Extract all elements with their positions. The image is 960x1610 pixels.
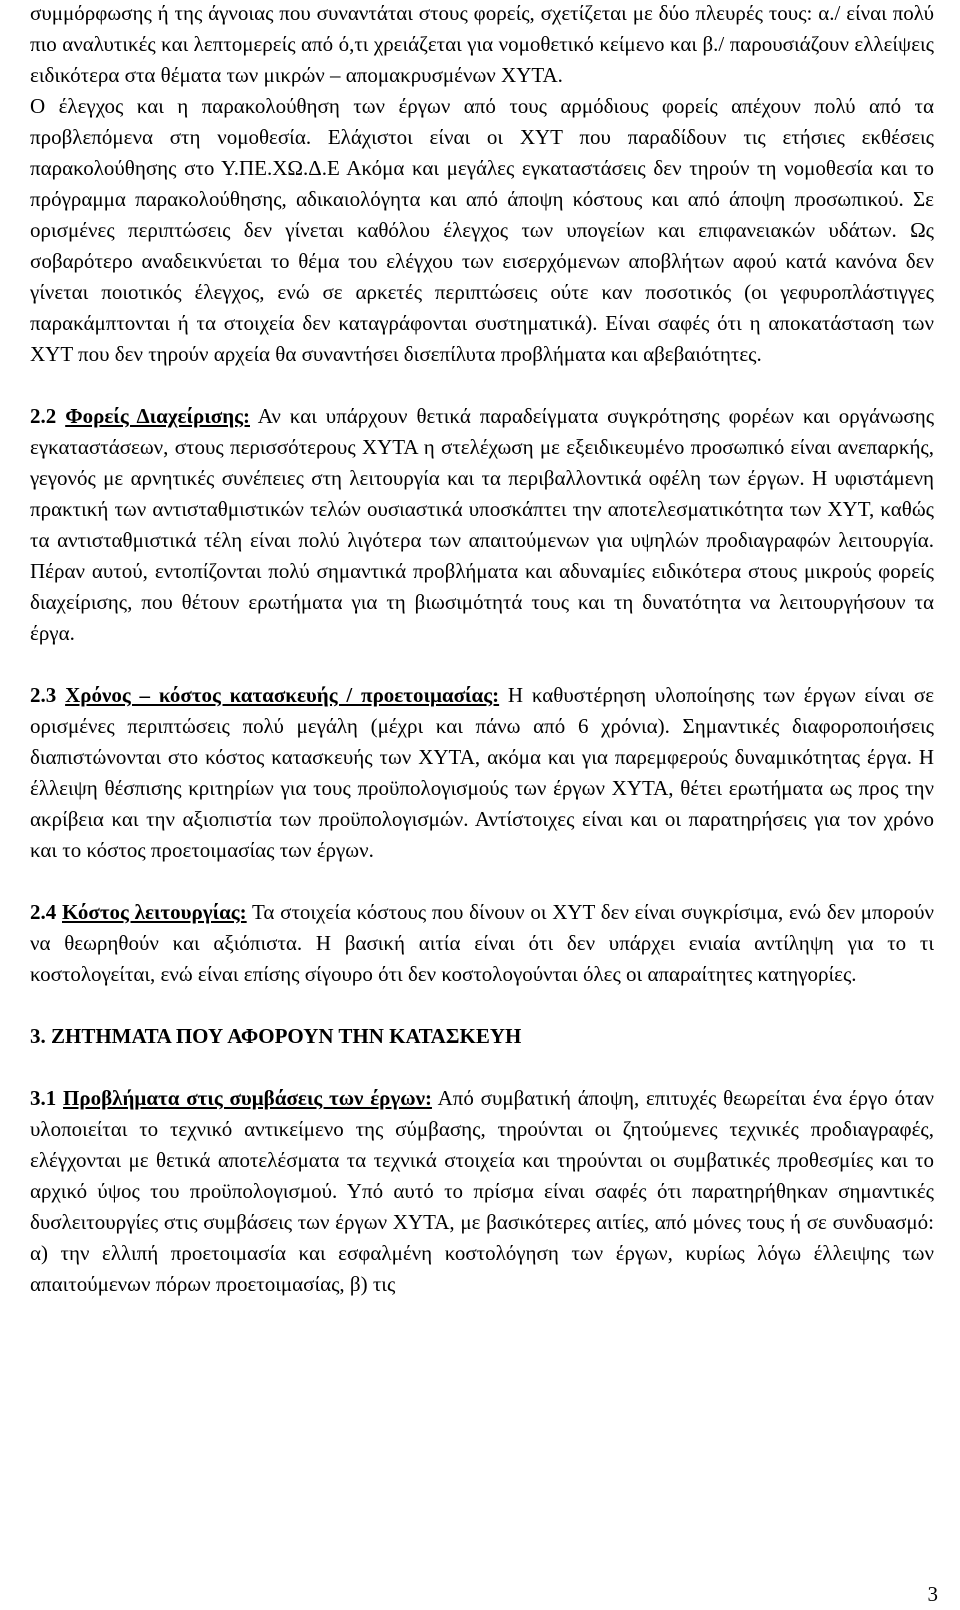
section-number: 2.4 — [30, 900, 57, 924]
section-2-3 — [30, 680, 934, 866]
spacer — [30, 370, 934, 401]
section-3-heading: 3. ΖΗΤΗΜΑΤΑ ΠΟΥ ΑΦΟΡΟΥΝ ΤΗΝ ΚΑΤΑΣΚΕΥΗ — [30, 1024, 522, 1048]
section-number: 2.3 — [30, 683, 57, 707]
section-title: Κόστος λειτουργίας: — [62, 900, 247, 924]
section-2-4 — [30, 897, 934, 990]
section-3-1 — [30, 1083, 934, 1300]
section-title: Φορείς Διαχείρισης: — [65, 404, 250, 428]
section-title: Χρόνος – κόστος κατασκευής / προετοιμασίας: — [65, 683, 500, 707]
section-body: Τα στοιχεία κόστους που δίνουν οι ΧΥΤ δεν είναι συγκρίσιμα, ενώ δεν μπορούν να θεωρηθούν και αξιόπιστα. Η βασική αιτία είναι ότι δεν υπάρχει ενιαία αντίληψη για το τι κοστολογείται, ενώ είναι επίσης σίγουρο ότι δεν κοστολογούνται όλες οι απαραίτητες κατηγορίες. — [30, 900, 935, 986]
paragraph-monitoring: Ο έλεγχος και η παρακολούθηση των έργων από τους αρμόδιους φορείς απέχουν πολύ από τα προβλεπόμενα στη νομοθεσία. Ελάχιστοι είναι οι ΧΥΤ που παραδίδουν τις ετήσιες εκθέσεις παρακολούθησης στο Υ.ΠΕ.ΧΩ.Δ.Ε Ακόμα και μεγάλες εγκαταστάσεις δεν τηρούν τη νομοθεσία και το πρόγραμμα παρακολούθησης, αδικαιολόγητα και από άποψη κόστους και από άποψη προσωπικού. Σε ορισμένες περιπτώσεις δεν γίνεται καθόλου έλεγχος των υπογείων και επιφανειακών υδάτων. Ως σοβαρότερο αναδεικνύεται το θέμα του ελέγχου των εισερχόμενων αποβλήτων αφού κατά κανόνα δεν γίνεται ποιοτικός έλεγχος, ενώ σε αρκετές περιπτώσεις ούτε καν ποσοτικός (οι γεφυροπλάστιγγες παρακάμπτονται ή τα στοιχεία δεν καταγράφονται συστηματικά). Είναι σαφές ότι η αποκατάσταση των ΧΥΤ που δεν τηρούν αρχεία θα συναντήσει δισεπίλυτα προβλήματα και αβεβαιότητες. — [30, 94, 934, 366]
page-number: 3 — [927, 1582, 938, 1606]
spacer — [30, 1052, 934, 1083]
spacer — [30, 866, 934, 897]
section-body: Αν και υπάρχουν θετικά παραδείγματα συγκρότησης φορέων και οργάνωσης εγκαταστάσεων, στους περισσότερους ΧΥΤΑ η στελέχωση με εξειδικευμένο προσωπικό είναι ανεπαρκής, γεγονός με αρνητικές συνέπειες στη λειτουργία και τα περιβαλλοντικά οφέλη των έργων. Η υφιστάμενη πρακτική των αντισταθμιστικών τελών ουσιαστικά υποσκάπτει την αποτελεσματικότητα των ΧΥΤ, καθώς τα αντισταθμιστικά τέλη είναι πολύ λιγότερα των απαιτούμενων για υψηλών προδιαγραφών λειτουργία. Πέραν αυτού, εντοπίζονται πολύ σημαντικά προβλήματα και αδυναμίες ειδικότερα στους μικρούς φορείς διαχείρισης, που θέτουν ερωτήματα για τη βιωσιμότητά τους και τη δυνατότητα να λειτουργήσουν τα έργα. — [30, 404, 935, 645]
section-number: 2.2 — [30, 404, 57, 428]
section-number: 3.1 — [30, 1086, 57, 1110]
spacer — [30, 649, 934, 680]
spacer — [30, 990, 934, 1021]
section-body: Η καθυστέρηση υλοποίησης των έργων είναι σε ορισμένες περιπτώσεις πολύ μεγάλη (μέχρι και πάνω από 6 χρόνια). Σημαντικές διαφοροποιήσεις διαπιστώνονται στο κόστος κατασκευής των ΧΥΤΑ, ακόμα και για παρεμφερούς δυναμικότητας έργα. Η έλλειψη θέσπισης κριτηρίων για τους προϋπολογισμούς των έργων ΧΥΤΑ, θέτει ερωτήματα ως προς την ακρίβεια και την αξιοπιστία των προϋπολογισμών. Αντίστοιχες είναι και οι παρατηρήσεις για τον χρόνο και το κόστος προετοιμασίας των έργων. — [30, 683, 935, 862]
section-title: Προβλήματα στις συμβάσεις των έργων: — [63, 1086, 432, 1110]
paragraph-intro: συμμόρφωσης ή της άγνοιας που συναντάται στους φορείς, σχετίζεται με δύο πλευρές τους: α./ είναι πολύ πιο αναλυτικές και λεπτομερείς από ό,τι χρειάζεται για νομοθετικό κείμενο και β./ παρουσιάζουν ελλείψεις ειδικότερα στα θέματα των μικρών – απομακρυσμένων ΧΥΤΑ. — [30, 1, 934, 87]
section-2-2 — [30, 401, 934, 649]
section-body: Από συμβατική άποψη, επιτυχές θεωρείται ένα έργο όταν υλοποιείται το τεχνικό αντικείμενο της σύμβασης, τηρούνται οι ζητούμενες τεχνικές προδιαγραφές, ελέγχονται με θετικά αποτελέσματα τα τεχνικά στοιχεία και τηρούνται οι συμβατικές προθεσμίες και το αρχικό ύψος του προϋπολογισμού. Υπό αυτό το πρίσμα είναι σαφές ότι παρατηρήθηκαν σημαντικές δυσλειτουργίες στις συμβάσεις των έργων ΧΥΤΑ, με βασικότερες αιτίες, από μόνες τους ή σε συνδυασμό: α) την ελλιπή προετοιμασία και εσφαλμένη κοστολόγηση των έργων, κυρίως λόγω έλλειψης των απαιτούμενων πόρων προετοιμασίας, β) τις — [30, 1086, 935, 1296]
